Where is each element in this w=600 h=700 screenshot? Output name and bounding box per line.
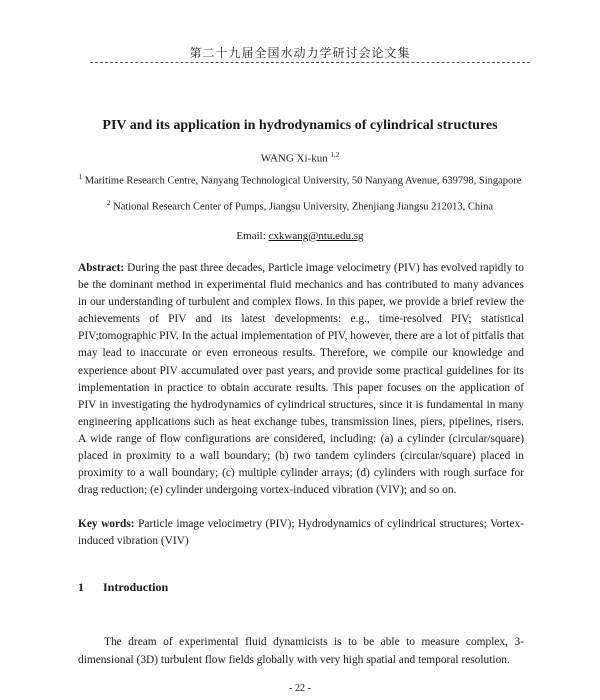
paper-title: PIV and its application in hydrodynamics of cylindrical structures xyxy=(102,118,498,133)
page-number: - 22 - xyxy=(289,683,311,694)
keywords-label: Key words: xyxy=(78,518,135,530)
section-number: 1 xyxy=(78,580,84,594)
email-link[interactable]: cxkwang@ntu.edu.sg xyxy=(268,230,364,242)
email-line xyxy=(0,230,600,242)
keywords xyxy=(78,516,524,550)
header-divider xyxy=(90,62,530,63)
intro-paragraph: The dream of experimental fluid dynamicists is to be able to measure complex, 3-dimensional (3D) turbulent flow fields globally with very high spatial and temporal resolution. xyxy=(78,636,524,666)
running-header: 第二十九届全国水动力学研讨会论文集 xyxy=(189,46,411,60)
affiliation-2 xyxy=(0,197,600,214)
affiliation-text: Maritime Research Centre, Nanyang Technological University, 50 Nanyang Avenue, 639798, Singapore xyxy=(84,175,522,187)
author-name: WANG Xi-kun xyxy=(260,152,328,165)
affiliation-mark: 1 xyxy=(78,173,83,181)
keywords-text: Particle image velocimetry (PIV); Hydrodynamics of cylindrical structures; Vortex-induced vibration (VIV) xyxy=(78,518,524,547)
affiliation-mark: 2 xyxy=(106,199,111,207)
author-affiliation-marks: 1,2 xyxy=(330,151,340,159)
affiliation-1 xyxy=(0,171,600,188)
abstract-text: During the past three decades, Particle image velocimetry (PIV) has evolved rapidly to be the dominant method in experimental fluid mechanics and has contributed to many advances in our understanding of turbulent and complex flows. In this paper, we provide a brief review the achievements of PIV and its latest developments: e.g., time-resolved PIV; statistical PIV;tomographic PIV. In the actual implementation of PIV, however, there are a lot of pitfalls that may lead to inaccurate or even erroneous results. Therefore, we compile our knowledge and experience about PIV accumulated over past years, and provide some practical guidelines for its implementation in practice to obtain accurate results. This paper focuses on the application of PIV in investigating the hydrodynamics of cylindrical structures, since it is fundamental in many engineering applications such as heat exchange tubes, transmission lines, piers, pipelines, risers. A wide range of flow configurations are considered, including: (a) a cylinder (circular/square) placed in proximity to a wall boundary; (b) two tandem cylinders (circular/square) placed in proximity to a wall boundary; (c) multiple cylinder arrays; (d) cylinders with rough surface for drag reduction; (e) cylinder undergoing vortex-induced vibration (VIV); and so on. xyxy=(78,262,524,497)
author-line xyxy=(0,151,600,165)
section-title: Introduction xyxy=(103,580,169,594)
affiliation-text: National Research Center of Pumps, Jiangsu University, Zhenjiang Jiangsu 212013, China xyxy=(113,201,493,213)
section-heading xyxy=(78,580,168,595)
abstract-label: Abstract: xyxy=(78,262,125,274)
email-label: Email: xyxy=(236,230,266,242)
abstract xyxy=(78,260,524,499)
